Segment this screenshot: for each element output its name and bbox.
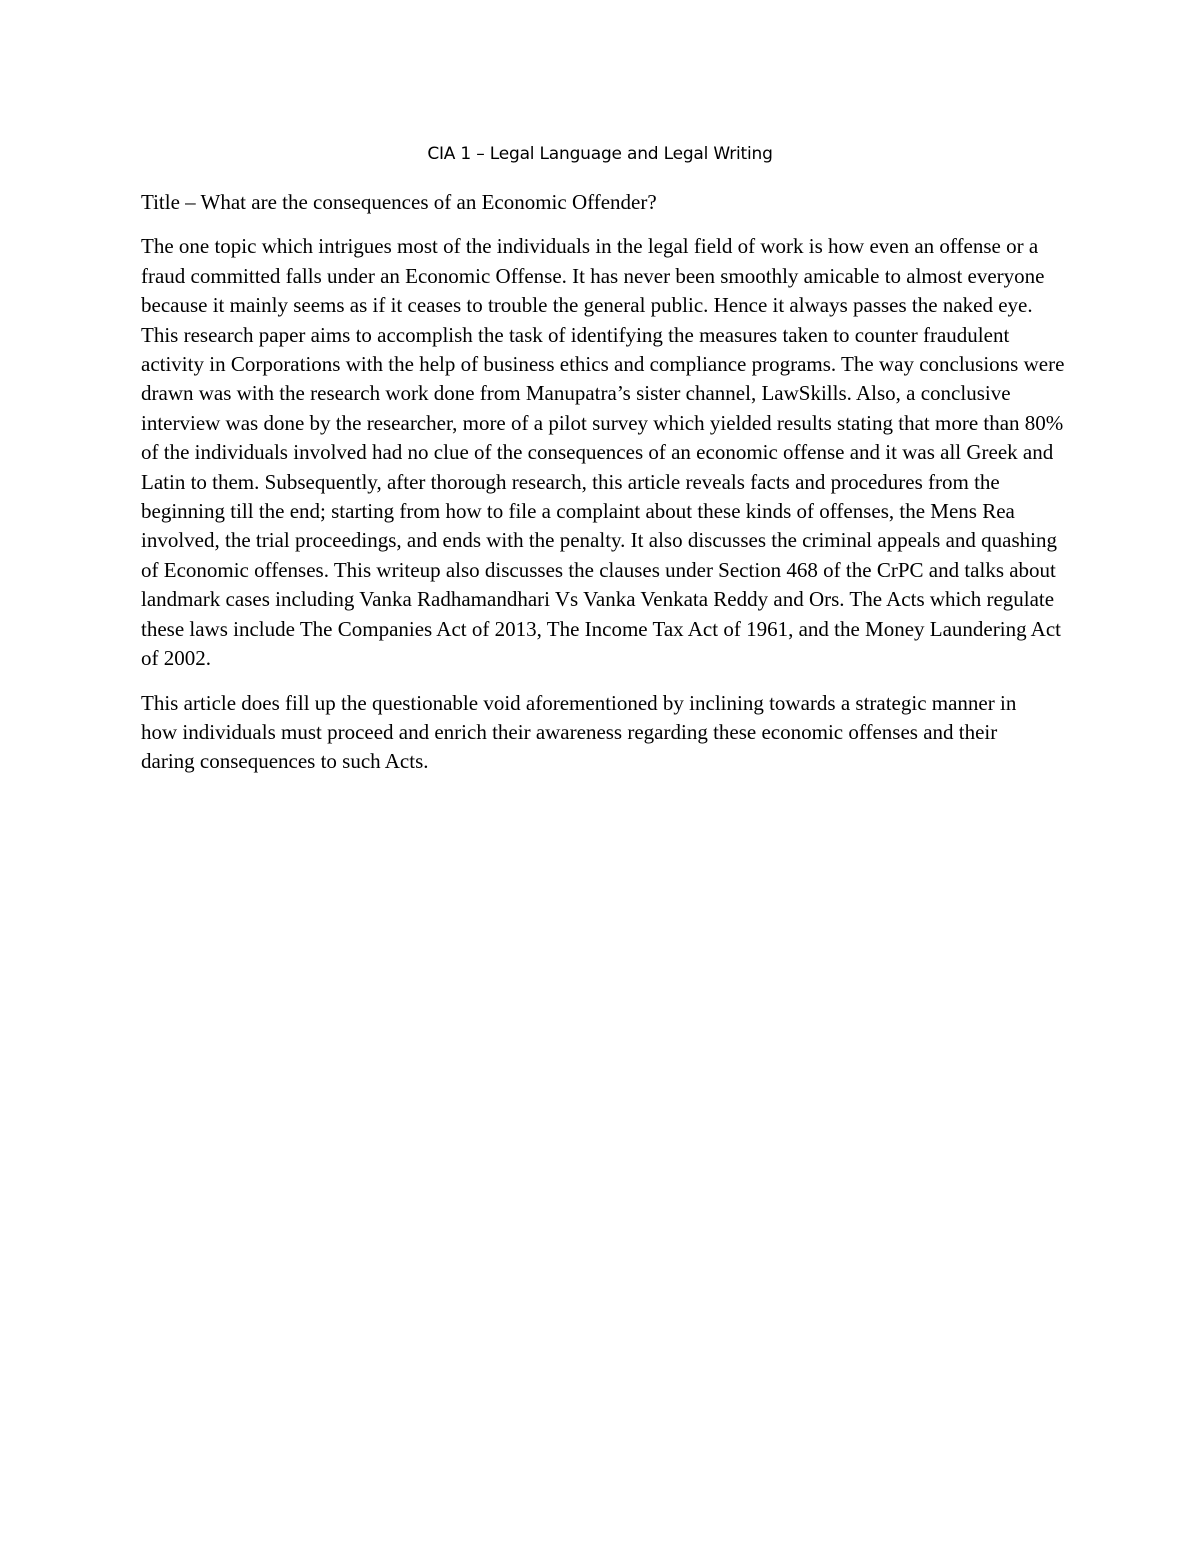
abstract-paragraph: The one topic which intrigues most of the individuals in the legal field of work is how even an offense or a fraud committed falls under an Economic Offense. It has never been smoothly amicable to almost everyone because it mainly seems as if it ceases to trouble the general public. Hence it always passes the naked eye. This research paper aims to accomplish the task of identifying the measures taken to counter fraudulent activity in Corporations with the help of business ethics and compliance programs. The way conclusions were drawn was with the research work done from Manupatra’s sister channel, LawSkills. Also, a conclusive interview was done by the researcher, more of a pilot survey which yielded results stating that more than 80% of the individuals involved had no clue of the consequences of an economic offense and it was all Greek and Latin to them. Subsequently, after thorough research, this article reveals facts and procedures from the beginning till the end; starting from how to file a complaint about these kinds of offenses, the Mens Rea involved, the trial proceedings, and ends with the penalty. It also discusses the criminal appeals and quashing of Economic offenses. This writeup also discusses the clauses under Section 468 of the CrPC and talks about landmark cases including Vanka Radhamandhari Vs Vanka Venkata Reddy and Ors. The Acts which regulate these laws include The Companies Act of 2013, The Income Tax Act of 1961, and the Money Laundering Act of 2002. [141, 234, 1065, 671]
document-heading: CIA 1 – Legal Language and Legal Writing [427, 144, 773, 164]
document-body [141, 188, 1071, 777]
closing-paragraph: This article does fill up the questionable void aforementioned by inclining towards a strategic manner in how individuals must proceed and enrich their awareness regarding these economic offenses and their daring consequences to such Acts. [141, 690, 1017, 774]
title-line: Title – What are the consequences of an Economic Offender? [141, 190, 657, 214]
